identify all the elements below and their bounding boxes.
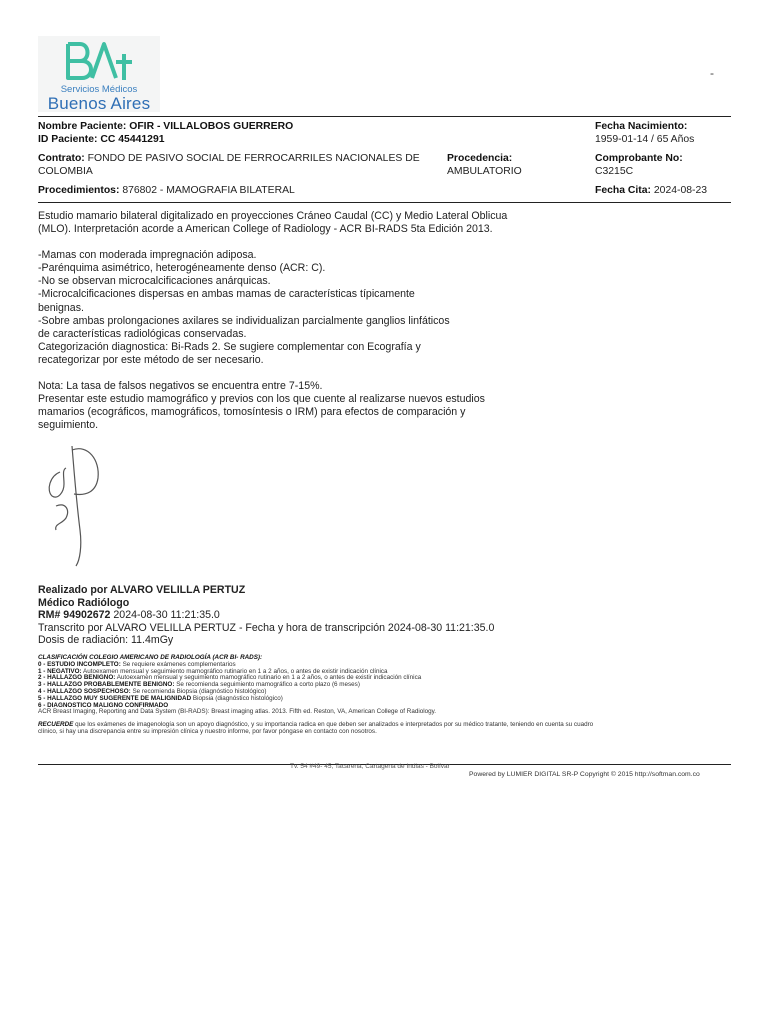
legend-item: 0 - ESTUDIO INCOMPLETO: Se requiere exámenes complementarios: [38, 660, 236, 668]
legend-item: 2 - HALLAZGO BENIGNO: Autoexamen mensual y seguimiento mamográfico rutinario en 1 a 2 años, o antes de existir indicación clínica: [38, 674, 422, 682]
finding-line: -No se observan microcalcificaciones anárquicas.: [38, 275, 271, 288]
logo-name: Buenos Aires: [47, 94, 151, 113]
report-intro-line: (MLO). Interpretación acorde a American College of Radiology - ACR BI-RADS 5ta Edición 2013.: [38, 223, 493, 236]
appointment-label: Fecha Cita:: [595, 185, 652, 196]
voucher-label: Comprobante No:: [595, 153, 683, 164]
note-line: Nota: La tasa de falsos negativos se encuentra entre 7-15%.: [38, 380, 323, 393]
legend-item: 5 - HALLAZGO MUY SUGERENTE DE MALIGNIDAD Biopsia (diagnóstico histológico): [38, 694, 283, 702]
radiation-dose: Dosis de radiación: 11.4mGy: [38, 634, 174, 647]
footer-powered-by: Powered by LUMIER DIGITAL SR-P Copyright © 2015 http://softman.com.co: [469, 771, 700, 778]
patient-id: [38, 133, 165, 146]
appointment-block: [595, 184, 707, 197]
contract-label: Contrato:: [38, 153, 85, 164]
finding-line: de características radiológicas conservadas.: [38, 327, 247, 340]
remember-note-line2: clínico, si hay una discrepancia entre su impresión clínica y nuestro informe, por favor póngase en contacto con nosotros.: [38, 727, 377, 735]
procedure-value: 876802 - MAMOGRAFIA BILATERAL: [122, 185, 295, 196]
logo-mark-icon: [64, 40, 136, 82]
header-bottom-rule: [38, 202, 731, 203]
contract-value-line2: COLOMBIA: [38, 166, 93, 177]
finding-line: -Microcalcificaciones dispersas en ambas mamas de características típicamente: [38, 288, 415, 301]
origin-value: AMBULATORIO: [447, 166, 522, 177]
rm-date: 2024-08-30 11:21:35.0: [113, 609, 220, 622]
header-rule: [38, 116, 731, 117]
note-line: mamarios (ecográficos, mamográficos, tomosíntesis o IRM) para efectos de comparación y: [38, 406, 466, 419]
patient-id-label: ID Paciente:: [38, 134, 98, 145]
finding-line: benignas.: [38, 301, 84, 314]
contract-block: [38, 152, 438, 178]
origin-block: [447, 152, 522, 178]
performed-by: Realizado por ALVARO VELILLA PERTUZ: [38, 584, 246, 596]
birth-block: [595, 120, 694, 146]
footer-address: Tv. 54 #49- 45, Tacarena, Cartagena de Indias - Bolívar: [290, 763, 450, 770]
logo-subtitle: Servicios Médicos: [60, 84, 138, 95]
legend-item: 4 - HALLAZGO SOSPECHOSO: Se recomienda Biopsia (diagnóstico histológico): [38, 687, 267, 695]
procedure-label: Procedimientos:: [38, 185, 120, 196]
contract-value-line1: FONDO DE PASIVO SOCIAL DE FERROCARRILES NACIONALES DE: [87, 153, 420, 164]
top-dash: -: [710, 66, 714, 80]
transcribed-by: Transcrito por ALVARO VELILLA PERTUZ - Fecha y hora de transcripción 2024-08-30 11:21:35.0: [38, 621, 495, 634]
patient-id-value: CC 45441291: [100, 134, 165, 145]
signature-image: [40, 440, 120, 570]
procedure-block: [38, 184, 295, 197]
birads-legend: [38, 655, 738, 736]
finding-line: -Mamas con moderada impregnación adiposa.: [38, 249, 257, 262]
note-line: Presentar este estudio mamográfico y previos con los que cuente al realizarse nuevos estudios: [38, 393, 485, 406]
voucher-block: [595, 152, 683, 178]
diagnosis-line: Categorización diagnostica: Bi-Rads 2. Se sugiere complementar con Ecografía y: [38, 340, 421, 353]
legend-item: 1 - NEGATIVO: Autoexamen mensual y seguimiento mamográfico rutinario en 1 a 2 años, o antes de existir indicación clínica: [38, 667, 388, 675]
patient-name: [38, 120, 293, 133]
note-line: seguimiento.: [38, 419, 99, 432]
report-body: [38, 210, 558, 432]
origin-label: Procedencia:: [447, 153, 513, 164]
signer-role: Médico Radiólogo: [38, 596, 130, 609]
birth-label: Fecha Nacimiento:: [595, 121, 688, 132]
legend-title: CLASIFICACIÓN COLEGIO AMERICANO DE RADIOLOGÍA (ACR BI- RADS):: [38, 654, 263, 661]
rm-number: RM# 94902672: [38, 609, 111, 622]
legend-reference: ACR Breast Imaging, Reporting and Data System (BI-RADS): Breast imaging atlas. 2013. Fifth ed. Reston, VA, American College of Radiology.: [38, 708, 437, 716]
appointment-value: 2024-08-23: [653, 185, 708, 196]
diagnosis-line: recategorizar por este método de ser necesario.: [38, 353, 264, 366]
patient-name-value: OFIR - VILLALOBOS GUERRERO: [129, 121, 294, 132]
voucher-value: C3215C: [595, 166, 634, 177]
clinic-logo: [38, 36, 160, 112]
report-intro-line: Estudio mamario bilateral digitalizado en proyecciones Cráneo Caudal (CC) y Medio Lateral Oblicua: [38, 210, 508, 222]
legend-item: 6 - DIAGNOSTICO MALIGNO CONFIRMADO: [38, 701, 169, 709]
patient-name-label: Nombre Paciente:: [38, 121, 127, 132]
finding-line: -Parénquima asimétrico, heterogéneamente denso (ACR: C).: [38, 262, 326, 275]
signer-block: [38, 584, 598, 647]
finding-line: -Sobre ambas prolongaciones axilares se individualizan parcialmente ganglios linfáticos: [38, 314, 450, 327]
birth-value: 1959-01-14 / 65 Años: [595, 134, 695, 145]
legend-item: 3 - HALLAZGO PROBABLEMENTE BENIGNO: Se recomienda seguimiento mamográfico a corto plazo (6 meses): [38, 681, 360, 689]
remember-note: RECUERDE que los exámenes de imagenología son un apoyo diagnóstico, y su importancia radica en que deben ser analizados e interpretados por su médico tratante, teniendo en cuenta su cuadro: [38, 721, 594, 729]
